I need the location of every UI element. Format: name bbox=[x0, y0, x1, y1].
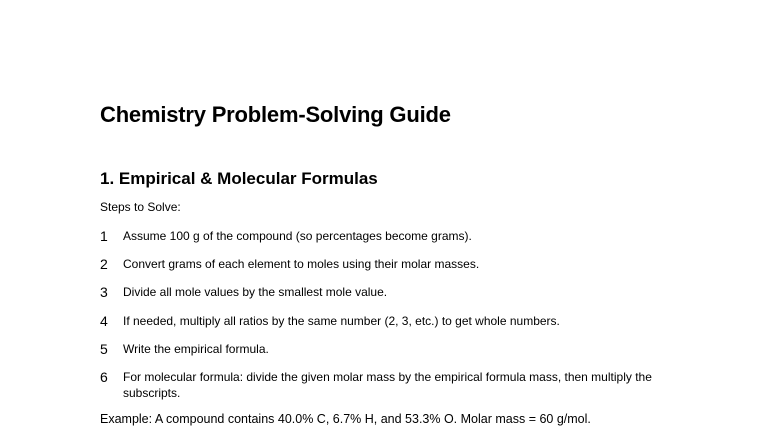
step-text: Assume 100 g of the compound (so percentages become grams). bbox=[123, 229, 472, 243]
section-heading: 1. Empirical & Molecular Formulas bbox=[100, 169, 378, 188]
step-number: 3 bbox=[100, 284, 108, 300]
step-text: Convert grams of each element to moles using their molar masses. bbox=[123, 257, 480, 271]
step-number: 5 bbox=[100, 341, 108, 357]
step-text: If needed, multiply all ratios by the same number (2, 3, etc.) to get whole numbers. bbox=[123, 314, 560, 328]
step-number: 1 bbox=[100, 228, 108, 244]
step-text: For molecular formula: divide the given molar mass by the empirical formula mass, then multiply the subscripts. bbox=[123, 370, 652, 400]
step-number: 6 bbox=[100, 369, 108, 385]
example-text: Example: A compound contains 40.0% C, 6.7% H, and 53.3% O. Molar mass = 60 g/mol. bbox=[100, 412, 591, 426]
step-text: Write the empirical formula. bbox=[123, 342, 269, 356]
step-number: 4 bbox=[100, 313, 108, 329]
step-text: Divide all mole values by the smallest mole value. bbox=[123, 285, 388, 299]
step-number: 2 bbox=[100, 256, 108, 272]
steps-label: Steps to Solve: bbox=[100, 200, 181, 214]
document-title: Chemistry Problem-Solving Guide bbox=[100, 102, 451, 127]
